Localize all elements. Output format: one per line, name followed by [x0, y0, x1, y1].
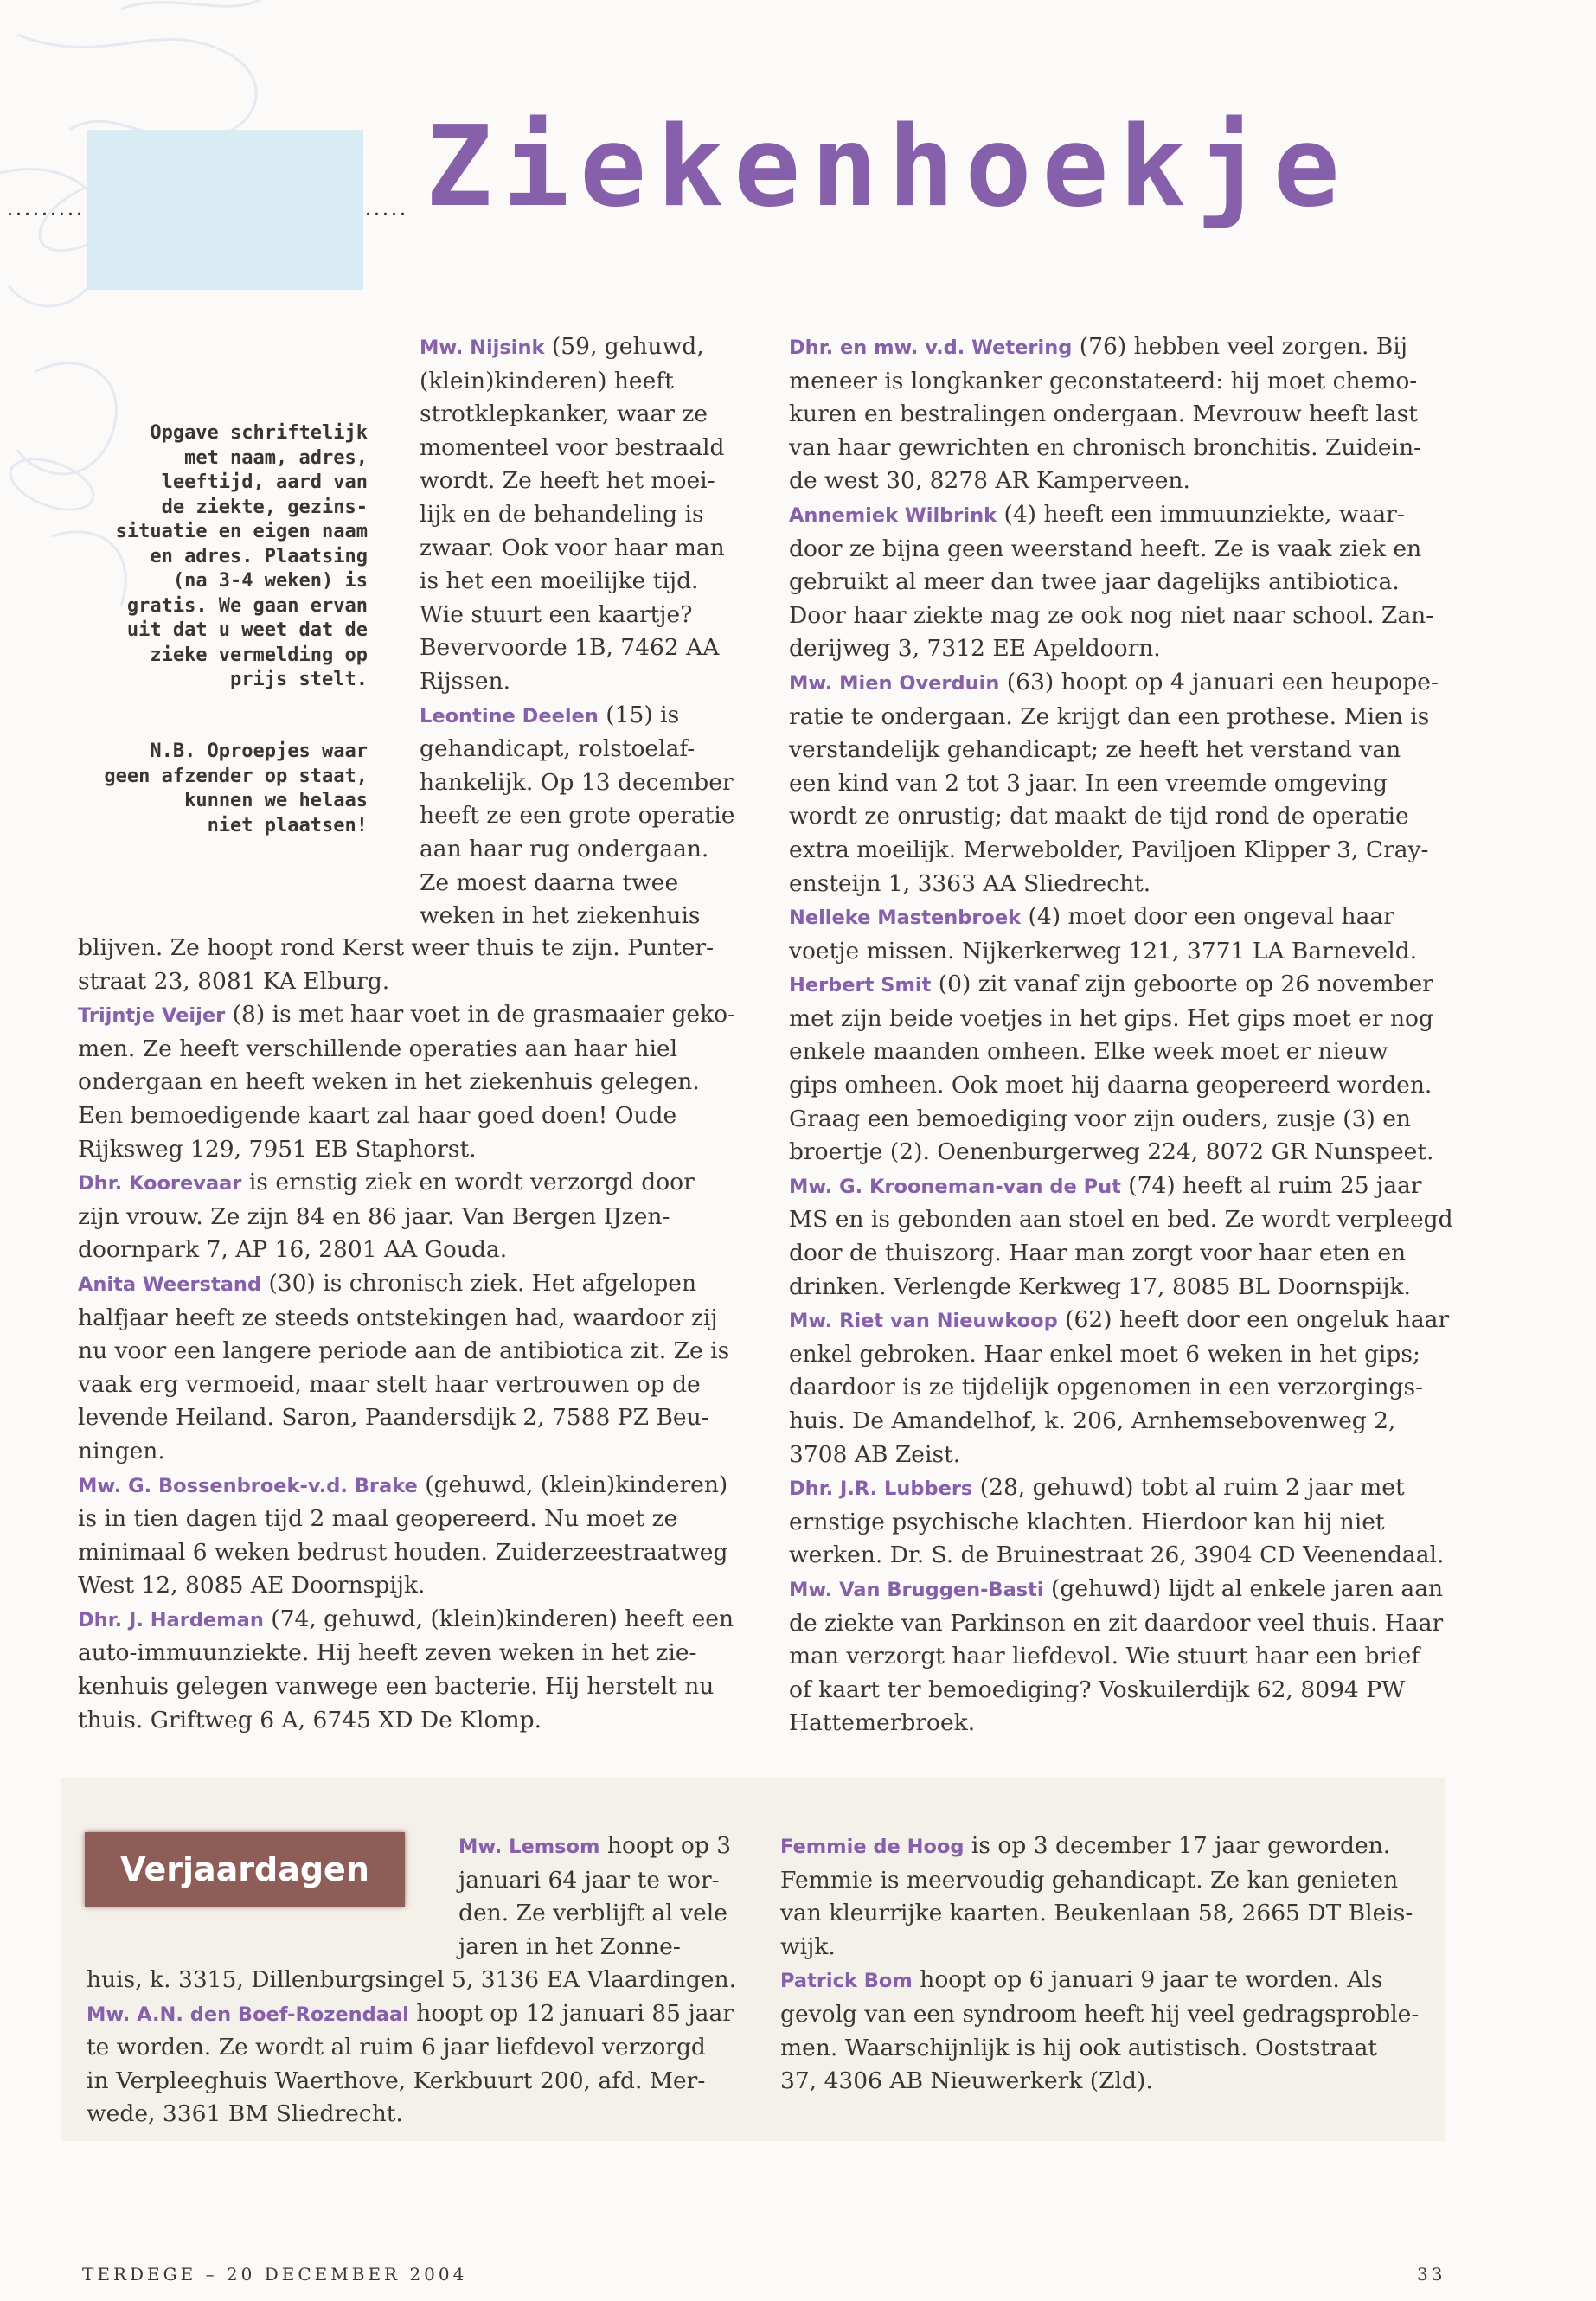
text-line: derijweg 3, 7312 EE Apeldoorn.: [789, 635, 1161, 663]
entry-first-line: Mw. Riet van Nieuwkoop (62) heeft door een ongeluk haar: [789, 1306, 1450, 1334]
text-line: wede, 3361 BM Sliedrecht.: [87, 2100, 403, 2128]
text-line: de west 30, 8278 AR Kamperveen.: [789, 467, 1190, 495]
intro-text: [52, 421, 368, 693]
note-line: kunnen we helaas: [184, 790, 368, 811]
note-line: N.B. Oproepjes waar: [150, 740, 368, 762]
intro-line: (na 3-4 weken) is: [172, 570, 368, 592]
intro-line: en adres. Plaatsing: [150, 545, 368, 567]
text-line: doornpark 7, AP 16, 2801 AA Gouda.: [78, 1236, 508, 1264]
text-line: auto-immuunziekte. Hij heeft zeven weken in het zie-: [78, 1639, 697, 1667]
text-line: zijn vrouw. Ze zijn 84 en 86 jaar. Van Bergen IJzen-: [78, 1202, 670, 1230]
entry-first-line: Leontine Deelen (15) is: [420, 701, 680, 728]
entry-first-line: Patrick Bom hoopt op 6 januari 9 jaar te worden. Als: [780, 1966, 1383, 1994]
birthdays-right: [780, 1830, 1472, 2099]
text-line: verstandelijk gehandicapt; ze heeft het verstand van: [789, 736, 1401, 764]
text-line: men. Waarschijnlijk is hij ook autistisch. Ooststraat: [780, 2034, 1378, 2061]
person-name: Anita Weerstand: [78, 1272, 262, 1296]
entry-first-line: Dhr. Koorevaar is ernstig ziek en wordt verzorgd door: [78, 1169, 695, 1196]
text-line: (klein)kinderen) heeft: [420, 367, 674, 394]
person-name: Dhr. Koorevaar: [78, 1172, 242, 1195]
text-line: nu voor een langere periode aan de antibiotica zit. Ze is: [78, 1337, 730, 1365]
person-name: Mw. Riet van Nieuwkoop: [789, 1310, 1058, 1333]
text-line: kenhuis gelegen vanwege een bacterie. Hij herstelt nu: [78, 1673, 715, 1701]
text-line: ernstige psychische klachten. Hierdoor kan hij niet: [789, 1508, 1385, 1535]
text-line: weken in het ziekenhuis: [420, 902, 701, 930]
note-line: niet plaatsen!: [207, 814, 368, 836]
person-name: Mw. G. Krooneman-van de Put: [789, 1175, 1121, 1198]
entry-first-line: Dhr. J. Hardeman (74, gehuwd, (klein)kinderen) heeft een: [78, 1605, 734, 1632]
text-line: Wie stuurt een kaartje?: [420, 600, 693, 628]
intro-line: Opgave schriftelijk: [150, 422, 368, 444]
person-name: Annemiek Wilbrink: [789, 503, 997, 527]
intro-note: [52, 740, 368, 838]
entry-first-line: Nelleke Mastenbroek (4) moet door een ongeval haar: [789, 903, 1394, 931]
text-line: halfjaar heeft ze steeds ontstekingen had, waardoor zij: [78, 1304, 718, 1331]
birthdays-left-narrow: [458, 1830, 787, 1964]
person-name: Leontine Deelen: [420, 704, 599, 727]
text-line: ningen.: [78, 1437, 165, 1465]
text-line: man verzorgt haar liefdevol. Wie stuurt haar een brief: [789, 1643, 1420, 1670]
text-line: januari 64 jaar te wor-: [458, 1866, 720, 1894]
text-line: 37, 4306 AB Nieuwerkerk (Zld).: [780, 2067, 1153, 2095]
text-line: heeft ze een grote operatie: [420, 802, 735, 830]
person-name: Dhr. J. Hardeman: [78, 1608, 264, 1631]
text-line: of kaart ter bemoediging? Voskuilerdijk 62, 8094 PW: [789, 1676, 1406, 1703]
intro-line: situatie en eigen naam: [115, 521, 368, 542]
entry-first-line: Mw. G. Krooneman-van de Put (74) heeft al ruim 25 jaar: [789, 1171, 1422, 1199]
entry-first-line: Dhr. J.R. Lubbers (28, gehuwd) tobt al ruim 2 jaar met: [789, 1474, 1405, 1502]
person-name: Mw. Van Bruggen-Basti: [789, 1578, 1044, 1601]
entry-first-line: Mw. A.N. den Boef-Rozendaal hoopt op 12 januari 85 jaar: [87, 1999, 734, 2027]
text-line: gehandicapt, rolstoelaf-: [420, 735, 695, 763]
text-line: broertje (2). Oenenburgerweg 224, 8072 GR Nunspeet.: [789, 1138, 1434, 1166]
intro-line: gratis. We gaan ervan: [126, 594, 368, 617]
text-line: Rijssen.: [420, 667, 511, 695]
text-line: Een bemoedigende kaart zal haar goed doen! Oude: [78, 1101, 677, 1129]
person-name: Femmie de Hoog: [780, 1836, 965, 1858]
text-line: werken. Dr. S. de Bruinestraat 26, 3904 CD Veenendaal.: [789, 1541, 1445, 1569]
text-line: de ziekte van Parkinson en zit daardoor veel thuis. Haar: [789, 1609, 1444, 1637]
text-line: wordt ze onrustig; dat maakt de tijd rond de operatie: [789, 803, 1409, 830]
text-line: levende Heiland. Saron, Paandersdijk 2, 7588 PZ Beu-: [78, 1404, 709, 1432]
text-line: Hattemerbroek.: [789, 1709, 976, 1737]
entry-first-line: Mw. Van Bruggen-Basti (gehuwd) lijdt al enkele jaren aan: [789, 1574, 1444, 1602]
text-line: daardoor is ze tijdelijk opgenomen in een verzorgings-: [789, 1374, 1424, 1401]
title-color-block: [87, 130, 363, 290]
text-line: 3708 AB Zeist.: [789, 1440, 961, 1468]
entry-first-line: Herbert Smit (0) zit vanaf zijn geboorte op 26 november: [789, 971, 1433, 998]
text-line: huis. De Amandelhof, k. 206, Arnhemsebovenweg 2,: [789, 1407, 1396, 1434]
text-line: Bevervoorde 1B, 7462 AA: [420, 634, 720, 662]
text-line: vaak erg vermoeid, maar stelt haar vertrouwen op de: [78, 1370, 701, 1398]
intro-line: prijs stelt.: [230, 669, 368, 690]
text-line: drinken. Verlengde Kerkweg 17, 8085 BL Doornspijk.: [789, 1272, 1411, 1300]
entry-first-line: Mw. Mien Overduin (63) hoopt op 4 januari een heupope-: [789, 668, 1439, 695]
person-name: Mw. Nijsink: [420, 336, 545, 359]
text-line: momenteel voor bestraald: [420, 433, 725, 461]
entry-first-line: Mw. Nijsink (59, gehuwd,: [420, 333, 704, 360]
text-line: van haar gewrichten en chronisch bronchitis. Zuidein-: [789, 433, 1422, 461]
text-line: zwaar. Ook voor haar man: [420, 534, 725, 561]
text-line: straat 23, 8081 KA Elburg.: [78, 967, 390, 995]
text-line: blijven. Ze hoopt rond Kerst weer thuis te zijn. Punter-: [78, 934, 715, 961]
text-line: kuren en bestralingen ondergaan. Mevrouw heeft last: [789, 401, 1418, 428]
text-line: ondergaan en heeft weken in het ziekenhuis gelegen.: [78, 1068, 700, 1096]
text-line: is het een moeilijke tijd.: [420, 567, 699, 595]
text-line: Ze moest daarna twee: [420, 868, 679, 896]
text-line: wordt. Ze heeft het moei-: [420, 467, 715, 495]
text-line: met zijn beide voetjes in het gips. Het gips moet er nog: [789, 1004, 1433, 1032]
person-name: Mw. Mien Overduin: [789, 671, 1000, 695]
intro-line: uit dat u weet dat de: [126, 619, 368, 641]
text-line: strotklepkanker, waar ze: [420, 401, 708, 428]
text-line: enkel gebroken. Haar enkel moet 6 weken in het gips;: [789, 1340, 1420, 1368]
text-line: huis, k. 3315, Dillenburgsingel 5, 3136 EA Vlaardingen.: [87, 1966, 737, 1993]
text-line: voetje missen. Nijkerkerweg 121, 3771 LA Barneveld.: [789, 937, 1418, 965]
entry-first-line: Annemiek Wilbrink (4) heeft een immuunziekte, waar-: [789, 500, 1405, 528]
text-line: gips omheen. Ook moet hij daarna geopereerd worden.: [789, 1072, 1433, 1099]
text-line: extra moeilijk. Merwebolder, Paviljoen Klipper 3, Cray-: [789, 836, 1429, 863]
person-name: Dhr. J.R. Lubbers: [789, 1477, 973, 1501]
text-line: enkele maanden omheen. Elke week moet er nieuw: [789, 1038, 1388, 1066]
text-line: men. Ze heeft verschillende operaties aan haar hiel: [78, 1035, 678, 1062]
person-name: Mw. Lemsom: [458, 1836, 600, 1858]
text-line: MS en is gebonden aan stoel en bed. Ze wordt verpleegd: [789, 1206, 1453, 1234]
text-line: door ze bijna geen weerstand heeft. Ze is vaak ziek en: [789, 535, 1422, 562]
intro-line: met naam, adres,: [184, 446, 368, 469]
person-name: Dhr. en mw. v.d. Wetering: [789, 336, 1073, 359]
intro-line: leeftijd, aard van: [161, 471, 368, 493]
entry-first-line: Mw. Lemsom hoopt op 3: [458, 1832, 732, 1859]
text-line: Femmie is meervoudig gehandicapt. Ze kan genieten: [780, 1866, 1399, 1894]
text-line: in Verpleeghuis Waerthove, Kerkbuurt 200, afd. Mer-: [87, 2067, 706, 2094]
person-name: Mw. A.N. den Boef-Rozendaal: [87, 2003, 409, 2026]
entry-first-line: Dhr. en mw. v.d. Wetering (76) hebben veel zorgen. Bij: [789, 333, 1407, 360]
person-name: Patrick Bom: [780, 1970, 913, 1993]
text-line: aan haar rug ondergaan.: [420, 835, 709, 862]
text-line: West 12, 8085 AE Doornspijk.: [78, 1572, 426, 1599]
text-line: Rijksweg 129, 7951 EB Staphorst.: [78, 1135, 477, 1163]
intro-line: zieke vermelding op: [150, 644, 368, 666]
footer-publication: TERDEGE – 20 DECEMBER 2004: [82, 2264, 468, 2285]
text-line: wijk.: [780, 1932, 836, 1960]
entry-first-line: Femmie de Hoog is op 3 december 17 jaar geworden.: [780, 1832, 1391, 1859]
note-line: geen afzender op staat,: [104, 765, 368, 787]
dotted-rule-left: ·········: [7, 204, 85, 226]
text-line: te worden. Ze wordt al ruim 6 jaar liefdevol verzorgd: [87, 2034, 706, 2061]
intro-line: de ziekte, gezins-: [161, 496, 368, 518]
column-2: [789, 330, 1550, 1740]
entry-first-line: Anita Weerstand (30) is chronisch ziek. Het afgelopen: [78, 1269, 697, 1297]
text-line: minimaal 6 weken bedrust houden. Zuiderzeestraatweg: [78, 1538, 728, 1566]
dotted-rule-right: ·····: [365, 204, 408, 226]
birthdays-heading: Verjaardagen: [85, 1832, 405, 1907]
text-line: door de thuiszorg. Haar man zorgt voor haar eten en: [789, 1240, 1407, 1267]
person-name: Trijntje Veijer: [78, 1004, 226, 1028]
text-line: hankelijk. Op 13 december: [420, 768, 734, 796]
text-line: thuis. Griftweg 6 A, 6745 XD De Klomp.: [78, 1706, 542, 1734]
person-name: Nelleke Mastenbroek: [789, 907, 1022, 930]
text-line: jaren in het Zonne-: [458, 1932, 681, 1960]
text-line: lijk en de behandeling is: [420, 500, 704, 528]
birthdays-left-wide: [87, 1964, 787, 2131]
person-name: Mw. G. Bossenbroek-v.d. Brake: [78, 1474, 418, 1497]
text-line: is in tien dagen tijd 2 maal geopereerd. Nu moet ze: [78, 1505, 678, 1533]
column-1-wide: [78, 932, 770, 1737]
text-line: den. Ze verblijft al vele: [458, 1900, 727, 1927]
column-1-narrow: [420, 330, 766, 933]
page-title: Ziekenhoekje: [426, 103, 1350, 232]
text-line: een kind van 2 tot 3 jaar. In een vreemde omgeving: [789, 769, 1388, 797]
text-line: Graag een bemoediging voor zijn ouders, zusje (3) en: [789, 1105, 1411, 1132]
entry-first-line: Trijntje Veijer (8) is met haar voet in de grasmaaier geko-: [78, 1001, 736, 1029]
entry-first-line: Mw. G. Bossenbroek-v.d. Brake (gehuwd, (klein)kinderen): [78, 1471, 728, 1498]
page-number: 33: [1417, 2264, 1446, 2285]
text-line: gebruikt al meer dan twee jaar dagelijks antibiotica.: [789, 568, 1400, 596]
person-name: Herbert Smit: [789, 974, 932, 997]
text-line: Door haar ziekte mag ze ook nog niet naar school. Zan-: [789, 601, 1434, 629]
text-line: ratie te ondergaan. Ze krijgt dan een prothese. Mien is: [789, 702, 1430, 730]
text-line: van kleurrijke kaarten. Beukenlaan 58, 2665 DT Bleis-: [780, 1900, 1413, 1927]
text-line: gevolg van een syndroom heeft hij veel gedragsproble-: [780, 2000, 1420, 2028]
text-line: meneer is longkanker geconstateerd: hij moet chemo-: [789, 367, 1418, 394]
text-line: ensteijn 1, 3363 AA Sliedrecht.: [789, 869, 1151, 897]
